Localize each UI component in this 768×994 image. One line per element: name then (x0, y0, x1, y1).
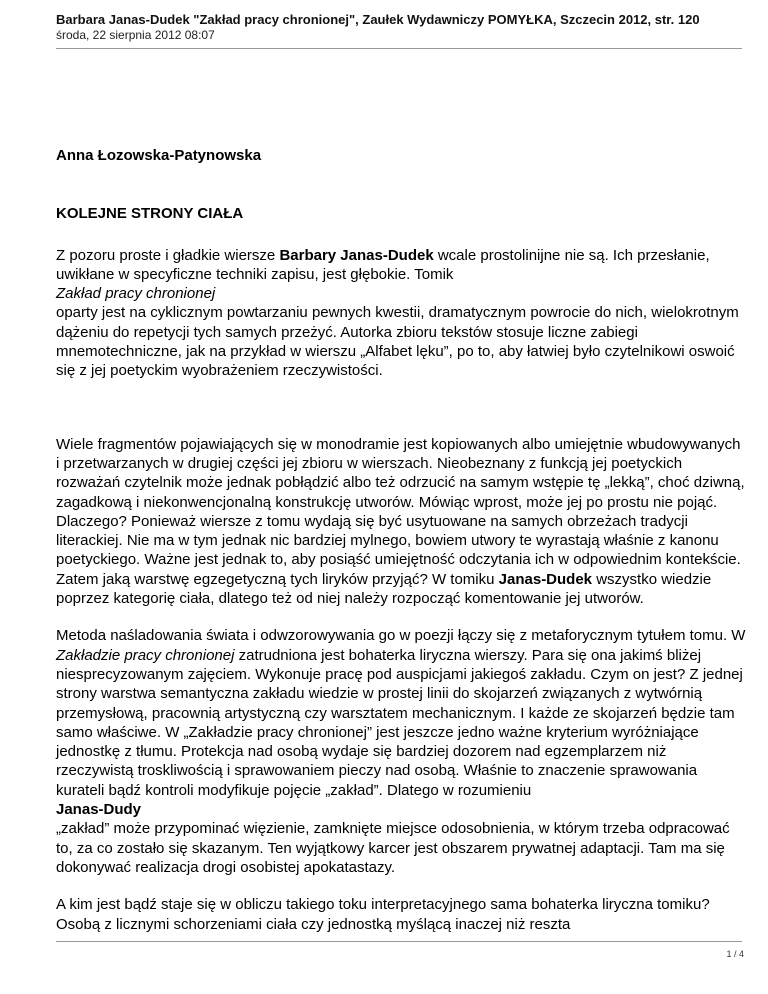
bold-author-name: Barbary Janas-Dudek (279, 246, 434, 264)
italic-book-title: Zakład pracy chronionej (56, 285, 216, 303)
paragraph-3 (56, 626, 746, 877)
paragraph-1 (56, 246, 746, 381)
bold-author-name: Janas-Dudy (56, 801, 142, 819)
page-header (56, 12, 756, 42)
paragraph-text: A kim jest bądź staje się w obliczu takiego toku interpretacyjnego sama bohaterka liryczna tomiku? Osobą z licznymi schorzeniami ciała czy jednostką myślącą inaczej niż reszta (56, 896, 710, 933)
paragraph-2 (56, 435, 746, 609)
header-date: środa, 22 sierpnia 2012 08:07 (56, 28, 215, 42)
article-author: Anna Łozowska-Patynowska (56, 147, 262, 164)
paragraph-text: wszystko wiedzie poprzez kategorię ciała, dlatego też od niej należy rozpocząć komentowanie jej utworów. (56, 570, 712, 608)
paragraph-text: Metoda naśladowania świata i odwzorowywania go w poezji łączy się z metaforycznym tytułem tomu. W (56, 627, 746, 645)
bold-author-name: Janas-Dudek (498, 570, 593, 588)
paragraph-text: „zakład” może przypominać więzienie, zamknięte miejsce odosobnienia, w którym trzeba odpracować to, za co zostało się skazanym. Ten wyjątkowy karcer jest obszarem prywatnej adaptacji. Tam ma się dokonywać realizacja drogi osobistej apokatastazy. (56, 820, 730, 876)
italic-book-title: Zakładzie pracy chronionej (56, 646, 235, 664)
header-divider (56, 48, 742, 49)
paragraph-text: wcale prostolinijne nie są. Ich przesłanie, uwikłane w specyficzne techniki zapisu, jest głębokie. Tomik (56, 246, 710, 283)
page-number: 1 / 4 (726, 949, 744, 959)
paragraph-4 (56, 895, 746, 934)
paragraph-text: Z pozoru proste i gładkie wiersze (56, 246, 280, 264)
paragraph-text: zatrudniona jest bohaterka liryczna wierszy. Para się ona jakimś bliżej niesprecyzowanym zajęciem. Wykonuje pracę pod auspicjami jakiegoś zakładu. Czym on jest? Z jednej strony warstwa semantyczna zakładu wiedzie w prostej linii do skojarzeń związanych z wytwórnią przemysłową, pracownią artystyczną czy warsztatem mechanicznym. I każde ze skojarzeń będzie tam samo właściwe. W „Zakładzie pracy chronionej” jest jeszcze jedno ważne kryterium wyróżniające jednostkę z tłumu. Protekcja nad osobą wydaje się bardziej dozorem nad egzemplarzem niż rzeczywistą troskliwością i sprawowaniem pieczy nad osobą. Właśnie to znaczenie sprawowania kurateli bądź kontroli modyfikuje pojęcie „zakład”. Dlatego w rozumieniu (56, 646, 743, 799)
footer-divider (56, 941, 742, 942)
header-title: Barbara Janas-Dudek "Zakład pracy chronionej", Zaułek Wydawniczy POMYŁKA, Szczecin 2012, str. 120 (56, 12, 700, 27)
article-title: KOLEJNE STRONY CIAŁA (56, 205, 244, 223)
article-body (56, 146, 746, 934)
paragraph-text: oparty jest na cyklicznym powtarzaniu pewnych kwestii, dramatycznym powrocie do nich, wielokrotnym dążeniu do repetycji tych samych przeżyć. Autorka zbioru tekstów stosuje liczne zabiegi mnemotechniczne, jak na przykład w wierszu „Alfabet lęku”, po to, aby łatwiej było czytelnikowi oswoić się z jej poetyckim wyobrażeniem rzeczywistości. (56, 304, 739, 380)
paragraph-text: Wiele fragmentów pojawiających się w monodramie jest kopiowanych albo umiejętnie wbudowywanych i przetwarzanych w drugiej części jej zbioru w wierszach. Nieobeznany z funkcją jej poetyckich rozważań czytelnik może jednak pobłądzić albo też odrzucić na samym wstępie tę „lekką”, choć dziwną, zagadkową i niekonwencjonalną konstrukcję utworów. Mówiąc wprost, może jej po prostu nie pojąć. Dlaczego? Ponieważ wiersze z tomu wydają się być usytuowane na samych obrzeżach tradycji literackiej. Nie ma w tym jednak nic bardziej mylnego, bowiem utwory te wyrastają właśnie z kanonu poetyckiego. Ważne jest jednak to, aby posiąść umiejętność odczytania ich w odpowiednim kontekście. Zatem jaką warstwę egzegetyczną tych liryków przyjąć? W tomiku (56, 435, 745, 588)
